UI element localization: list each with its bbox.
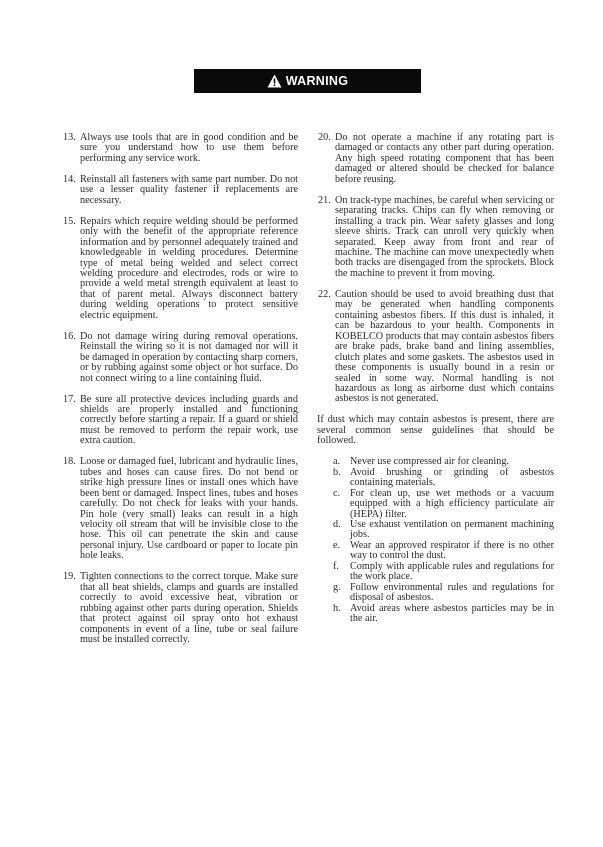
guideline-item	[333, 468, 554, 489]
item-text: Reinstall all fasteners with same part number. Do not use a lesser quality fastener if replacements are necessary.	[80, 173, 298, 206]
list-item	[63, 332, 298, 384]
warning-banner	[194, 69, 421, 93]
item-text: For clean up, use wet methods or a vacuum equipped with a high efficiency particulate air (HEPA) filter.	[350, 487, 554, 520]
guideline-item	[333, 604, 554, 625]
list-item	[63, 395, 298, 447]
item-text: Caution should be used to avoid breathing dust that may be generated when handling components containing asbestos fibers. If this dust is inhaled, it can be hazardous to your health. Components in KOBELCO products that may contain asbestos fibers are brake pads, brake band and lining assemblies, clutch plates and some gaskets. The asbestos used in these components is usually bound in a resin or sealed in some way. Normal handling is not hazardous as long as airborne dust which contains asbestos is not generated.	[335, 288, 554, 405]
guideline-item	[333, 583, 554, 604]
item-letter: c.	[333, 487, 341, 499]
guideline-item	[333, 562, 554, 583]
item-text: Avoid areas where asbestos particles may be in the air.	[350, 602, 554, 625]
list-item	[63, 572, 298, 645]
item-text: Wear an approved respirator if there is no other way to control the dust.	[350, 539, 554, 562]
item-text: Do not operate a machine if any rotating part is damaged or contacts any other part during operation. Any high speed rotating component that has been damaged or altered should be checked for balance before reusing.	[335, 132, 554, 185]
guideline-list	[333, 457, 554, 624]
warning-triangle-icon	[267, 74, 282, 88]
guideline-item	[333, 520, 554, 541]
left-column	[63, 133, 298, 656]
item-letter: e.	[333, 539, 341, 551]
item-text: Repairs which require welding should be performed only with the benefit of the appropriate reference information and by personnel adequately trained and knowledgeable in welding procedures. Determine type of metal being welded and select correct welding procedure and electrodes, rods or wire to provide a weld metal strength equivalent at least to that of parent metal. Always disconnect battery during welding operations to protect sensitive electric equipment.	[80, 215, 298, 321]
item-number: 16.	[63, 330, 76, 342]
item-number: 17.	[63, 393, 76, 405]
item-text: Always use tools that are in good condition and be sure you understand how to use them before performing any service work.	[80, 132, 298, 164]
list-item	[63, 175, 298, 206]
item-number: 19.	[63, 571, 76, 583]
list-item	[318, 133, 554, 185]
item-text: Use exhaust ventilation on permanent machining jobs.	[350, 518, 554, 541]
item-letter: f.	[333, 560, 339, 572]
list-item	[318, 196, 554, 280]
item-letter: d.	[333, 518, 341, 530]
item-text: Tighten connections to the correct torque. Make sure that all heat shields, clamps and guards are installed correctly to avoid excessive heat, vibration or rubbing against other parts during operation. Shields that protect against oil spray onto hot exhaust components in event of a line, tube or seal failure must be installed correctly.	[80, 571, 298, 646]
list-item	[63, 457, 298, 562]
item-number: 20.	[318, 132, 331, 143]
item-number: 15.	[63, 215, 76, 227]
item-letter: h.	[333, 602, 341, 614]
asbestos-intro: If dust which may contain asbestos is present, there are several common sense guidelines that should be followed.	[317, 414, 554, 447]
item-number: 18.	[63, 456, 76, 468]
list-item	[63, 133, 298, 164]
item-number: 21.	[318, 194, 331, 206]
guideline-item	[333, 489, 554, 520]
item-text: Follow environmental rules and regulations for disposal of asbestos.	[350, 581, 554, 604]
item-text: Never use compressed air for cleaning.	[350, 456, 509, 468]
right-column	[317, 133, 554, 624]
item-text: Comply with applicable rules and regulations for the work place.	[350, 560, 554, 583]
item-text: Do not damage wiring during removal operations. Reinstall the wiring so it is not damaged nor will it be damaged in operation by contacting sharp corners, or by rubbing against some object or hot surface. Do not connect wiring to a line containing fluid.	[80, 330, 298, 384]
item-number: 14.	[63, 173, 76, 185]
guideline-item	[333, 541, 554, 562]
list-item	[63, 217, 298, 322]
item-number: 22.	[318, 288, 331, 300]
item-text: Be sure all protective devices including guards and shields are properly installed and functioning correctly before starting a repair. If a guard or shield must be removed to perform the repair work, use extra caution.	[80, 393, 298, 447]
item-letter: g.	[333, 581, 341, 593]
item-text: Avoid brushing or grinding of asbestos containing materials.	[350, 466, 554, 489]
item-text: On track-type machines, be careful when servicing or separating tracks. Chips can fly when removing or installing a track pin. Wear safety glasses and long sleeve shirts. Track can unroll very quickly when separated. Keep away from front and rear of machine. The machine can move unexpectedly when both tracks are disengaged from the sprockets. Block the machine to prevent it from moving.	[335, 194, 554, 279]
item-letter: b.	[333, 466, 341, 478]
warning-label: WARNING	[285, 74, 349, 88]
item-text: Loose or damaged fuel, lubricant and hydraulic lines, tubes and hoses can cause fires. Do not bend or strike high pressure lines or install ones which have been bent or damaged. Inspect lines, tubes and hoses carefully. Do not check for leaks with your hands. Pin hole (very small) leaks can result in a high velocity oil stream that will be invisible close to the hose. This oil can penetrate the skin and cause personal injury. Use cardboard or paper to locate pin hole leaks.	[80, 456, 298, 562]
list-item	[318, 290, 554, 405]
item-number: 13.	[63, 132, 76, 143]
item-letter: a.	[333, 456, 341, 468]
